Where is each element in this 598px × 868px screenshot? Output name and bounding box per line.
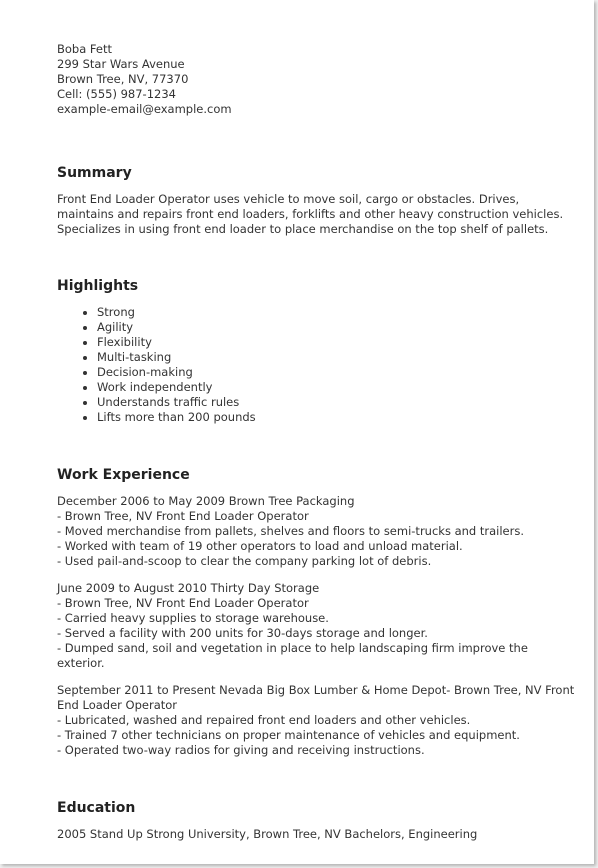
job-detail-line: - Brown Tree, NV Front End Loader Operator (57, 509, 309, 523)
job-entry (57, 581, 577, 671)
contact-email: example-email@example.com (57, 102, 232, 116)
highlight-item: • Decision-making (97, 365, 577, 380)
summary-heading: Summary (57, 165, 132, 181)
highlight-item: • Agility (97, 320, 577, 335)
highlight-item: • Work independently (97, 380, 577, 395)
resume-content (57, 42, 577, 842)
job-detail-line: - Moved merchandise from pallets, shelves and floors to semi-trucks and trailers. (57, 524, 525, 538)
education-text: 2005 Stand Up Strong University, Brown Tree, NV Bachelors, Engineering (57, 827, 478, 841)
contact-city: Brown Tree, NV, 77370 (57, 72, 189, 86)
contact-street: 299 Star Wars Avenue (57, 57, 185, 71)
job-detail-line: - Served a facility with 200 units for 30-days storage and longer. (57, 626, 428, 640)
job-detail-line: - Lubricated, washed and repaired front end loaders and other vehicles. (57, 713, 471, 727)
job-entry (57, 683, 577, 758)
contact-block (57, 42, 577, 117)
education-heading: Education (57, 800, 136, 816)
highlights-heading: Highlights (57, 278, 139, 294)
highlight-item: • Strong (97, 305, 577, 320)
job-header: September 2011 to Present Nevada Big Box Lumber & Home Depot- Brown Tree, NV Front End Loader Operator (57, 683, 575, 712)
job-header: December 2006 to May 2009 Brown Tree Packaging (57, 494, 355, 508)
highlight-item: • Understands traffic rules (97, 395, 577, 410)
work-experience-heading: Work Experience (57, 467, 190, 483)
highlight-item: • Multi-tasking (97, 350, 577, 365)
job-detail-line: - Operated two-way radios for giving and receiving instructions. (57, 743, 425, 757)
job-detail-line: - Carried heavy supplies to storage warehouse. (57, 611, 329, 625)
job-detail-line: - Used pail-and-scoop to clear the company parking lot of debris. (57, 554, 432, 568)
job-entry (57, 494, 577, 569)
highlight-item: • Lifts more than 200 pounds (97, 410, 577, 425)
job-detail-line: - Worked with team of 19 other operators to load and unload material. (57, 539, 463, 553)
job-detail-line: - Trained 7 other technicians on proper maintenance of vehicles and equipment. (57, 728, 520, 742)
contact-phone: Cell: (555) 987-1234 (57, 87, 176, 101)
highlight-item: • Flexibility (97, 335, 577, 350)
job-detail-line: - Dumped sand, soil and vegetation in place to help landscaping firm improve the exterior. (57, 641, 528, 670)
job-header: June 2009 to August 2010 Thirty Day Storage (57, 581, 320, 595)
summary-text: Front End Loader Operator uses vehicle to move soil, cargo or obstacles. Drives, maintains and repairs front end loaders, forklifts and other heavy construction vehicles. Specializes in using front end loader to place merchandise on the top shelf of pallets. (57, 192, 564, 236)
contact-name: Boba Fett (57, 42, 113, 56)
highlights-list (57, 305, 577, 425)
job-detail-line: - Brown Tree, NV Front End Loader Operator (57, 596, 309, 610)
